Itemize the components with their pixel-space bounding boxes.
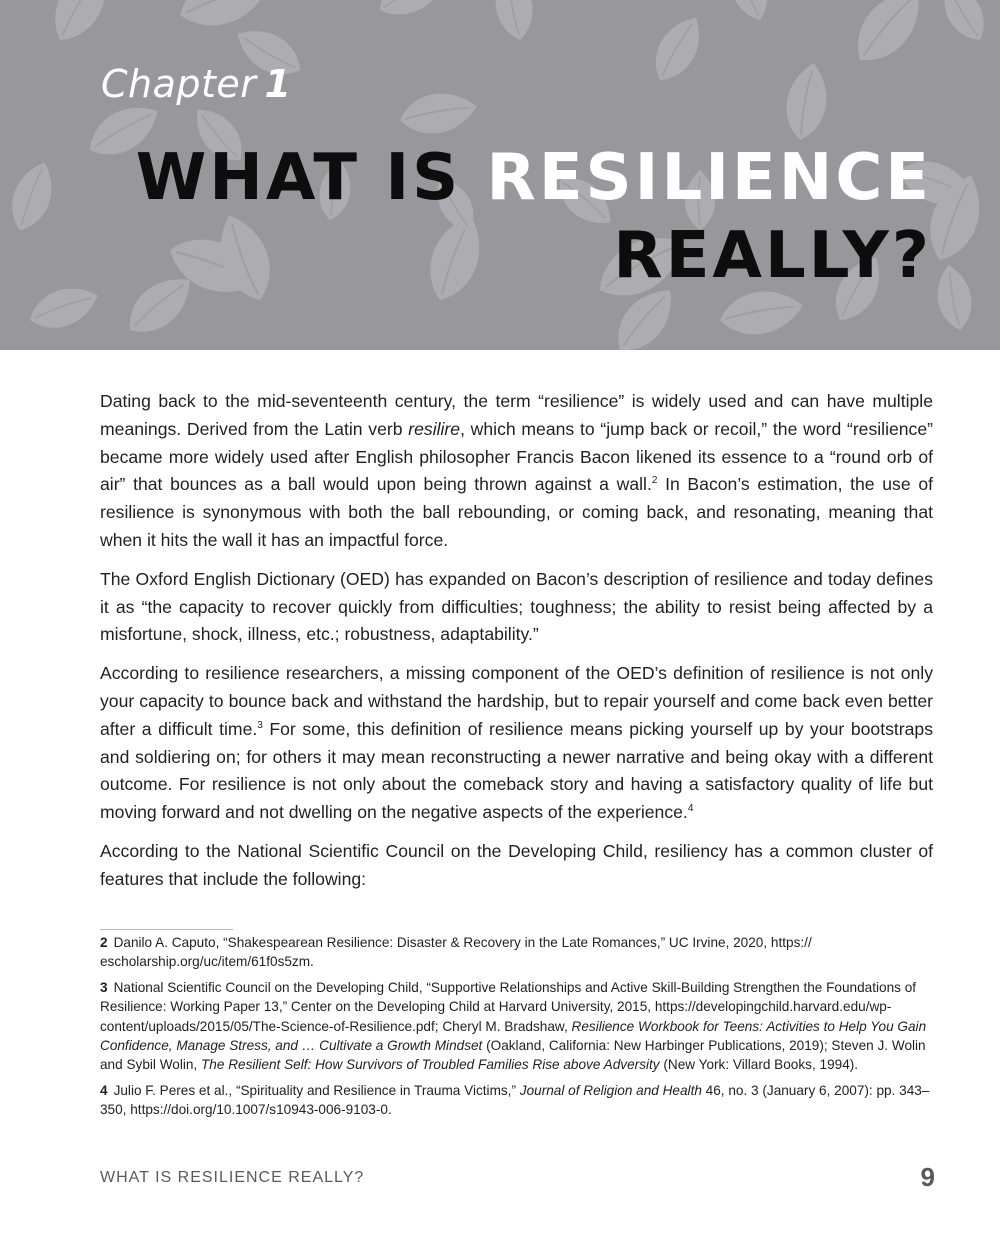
leaf-shape xyxy=(722,0,776,26)
footnote-divider xyxy=(100,929,233,930)
body-text xyxy=(100,388,933,905)
chapter-word: Chapter xyxy=(101,62,257,106)
paragraph xyxy=(100,566,933,649)
leaf-shape xyxy=(3,156,62,236)
chapter-label xyxy=(101,62,291,106)
footnote-reference: 2 xyxy=(651,475,658,487)
text-run: Dating back to the mid-seventeenth century, the term “resilience” is widely used and can have multiple meanings. Derived from the Latin verb xyxy=(100,391,933,439)
chapter-header-band xyxy=(0,0,1000,350)
text-run: , which means to “jump back or recoil,” the word “resilience” became more widely used after English philosopher Francis Bacon likened its essence to a “round orb of air” that bounces as a ball would upon being thrown against a wall. xyxy=(100,418,933,495)
footnote-text xyxy=(100,980,926,1073)
page-footer xyxy=(100,1162,935,1196)
footnote-reference: 4 xyxy=(687,803,694,815)
text-run: According to the National Scientific Council on the Developing Child, resiliency has a common cluster of features that include the following: xyxy=(100,840,933,889)
running-head: WHAT IS RESILIENCE REALLY? xyxy=(100,1169,365,1186)
paragraph xyxy=(100,660,933,827)
footnote xyxy=(100,978,933,1075)
text-run: Julio F. Peres et al., “Spirituality and Resilience in Trauma Victims,” xyxy=(113,1082,520,1098)
chapter-title-line-2: REALLY? xyxy=(613,219,932,293)
leaf-shape xyxy=(397,87,481,139)
footnote-text xyxy=(100,935,812,969)
leaf-shape xyxy=(781,60,833,144)
italic-text: The Resilient Self: How Survivors of Troubled Families Rise above Adversity xyxy=(201,1057,660,1073)
footnote xyxy=(100,933,933,972)
footnote-text xyxy=(100,1083,929,1117)
text-run: According to resilience researchers, a missing component of the OED’s definition of resilience is not only your capacity to bounce back and withstand the hardship, but to repair yourself and come back even better after a difficult time. xyxy=(100,663,933,739)
italic-text: Resilience Workbook for Teens: Activities to Help You Gain Confidence, Manage Stress, and … Cultivate a Growth Mindset xyxy=(100,1018,927,1054)
text-run: For some, this definition of resilience means picking yourself up by your bootstraps and soldiering on; for others it may mean reconstructing a newer narrative and being okay with a different outcome. For resilience is not only about the comeback story and having a satisfactory quality of life but moving forward and not dwelling on the negative aspects of the experience. xyxy=(100,718,933,823)
text-run: (Oakland, California: New Harbinger Publications, 2019); Steven J. Wolin and Sybil Wolin, xyxy=(100,1038,926,1073)
footnote-reference: 3 xyxy=(257,719,263,731)
text-run: In Bacon’s estimation, the use of resilience is synonymous with both the ball rebounding, or coming back, and resonating, meaning that when it hits the wall it has an impactful force. xyxy=(100,474,933,550)
leaf-shape xyxy=(24,278,104,337)
leaf-shape xyxy=(370,0,457,27)
leaf-shape xyxy=(490,0,538,43)
paragraph xyxy=(100,388,933,555)
title-part-light: RESILIENCE xyxy=(486,141,932,215)
text-run: National Scientific Council on the Developing Child, “Supportive Relationships and Active Skill-Building Strengthen the Foundations of Resilience: Working Paper 13,” Center on the Developing Child at Harvard University, 2015, https://​developingchild.harvard.edu/wp-content/uploads/2015/05/The-Science-of-Resilience.pdf; Cheryl M. Bradshaw, xyxy=(100,979,917,1034)
leaf-shape xyxy=(644,9,711,89)
text-run: The Oxford English Dictionary (OED) has expanded on Bacon’s description of resilience and today defines it as “the capacity to recover quickly from difficulties; toughness; the ability to resist being affected by a misfortune, shock, illness, etc.; robustness, adaptability.” xyxy=(100,568,933,645)
text-run: Danilo A. Caputo, “Shakespearean Resilience: Disaster & Recovery in the Late Romances,” UC Irvine, 2020, https://​escholarship.org/uc/item/61f0s5zm. xyxy=(100,935,812,970)
footnote-number: 3 xyxy=(100,979,108,995)
paragraph xyxy=(100,838,933,894)
chapter-number: 1 xyxy=(264,62,292,106)
chapter-title-line-1 xyxy=(136,140,932,216)
footnote-number: 2 xyxy=(100,935,108,950)
leaf-shape xyxy=(843,0,935,74)
italic-text: Journal of Religion and Health xyxy=(519,1082,702,1098)
leaf-shape xyxy=(932,262,976,333)
leaf-shape xyxy=(933,0,995,48)
text-run: 46, no. 3 (January 6, 2007): pp. 343–350, https://doi.org/10.1007/s10943-006-9103-0. xyxy=(100,1082,930,1118)
title-part-dark: WHAT IS xyxy=(135,141,462,215)
text-run: (New York: Villard Books, 1994). xyxy=(659,1057,859,1073)
footnote-number: 4 xyxy=(100,1082,108,1098)
footnotes xyxy=(100,933,933,1126)
page-number: 9 xyxy=(920,1162,935,1192)
italic-text: resilire xyxy=(408,418,461,439)
leaf-shape xyxy=(42,0,120,51)
footnote xyxy=(100,1081,933,1120)
